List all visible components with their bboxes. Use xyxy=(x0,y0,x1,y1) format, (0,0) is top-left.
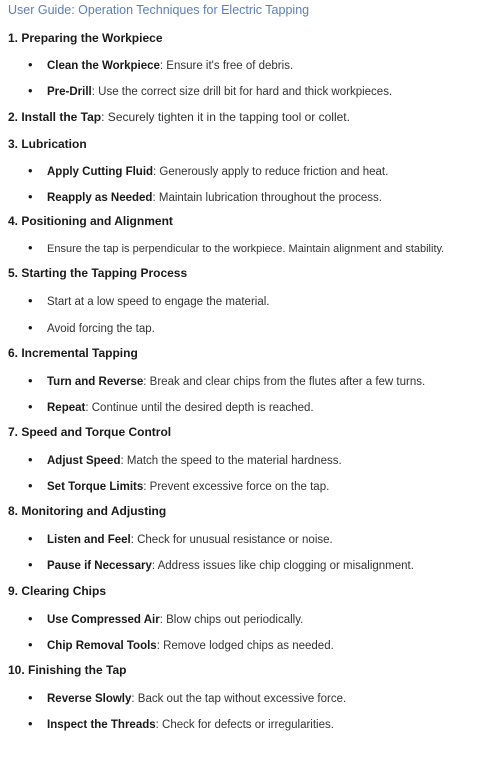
bullet-icon: • xyxy=(28,531,33,546)
list-item-term: Inspect the Threads xyxy=(47,719,156,731)
section-heading: 7. Speed and Torque Control xyxy=(8,425,172,439)
list-item xyxy=(28,163,388,178)
list-item-desc: : Back out the tap without excessive force. xyxy=(131,693,347,705)
bullet-icon: • xyxy=(28,637,33,652)
bullet-icon: • xyxy=(28,716,33,731)
list-item-term: Reapply as Needed xyxy=(47,192,153,204)
section-heading xyxy=(8,110,350,124)
list-item-desc: : Break and clear chips from the flutes after a few turns. xyxy=(143,376,426,388)
bullet-icon: • xyxy=(28,83,33,98)
bullet-icon: • xyxy=(28,557,33,572)
list-item xyxy=(28,240,444,255)
section-heading: 3. Lubrication xyxy=(8,137,87,151)
bullet-icon: • xyxy=(28,240,33,255)
list-item xyxy=(28,690,346,705)
document-title: User Guide: Operation Techniques for Electric Tapping xyxy=(8,3,310,17)
list-item xyxy=(28,531,333,546)
list-item-term: Turn and Reverse xyxy=(47,376,144,388)
list-item xyxy=(28,452,342,467)
bullet-icon: • xyxy=(28,57,33,72)
list-item-term: Pre-Drill xyxy=(47,86,92,98)
list-item xyxy=(28,373,425,388)
list-item-desc: Start at a low speed to engage the material. xyxy=(47,296,270,308)
section-heading: 4. Positioning and Alignment xyxy=(8,214,173,228)
bullet-icon: • xyxy=(28,478,33,493)
list-item-desc: : Match the speed to the material hardness. xyxy=(120,455,342,467)
list-item-desc: : Blow chips out periodically. xyxy=(159,614,304,626)
bullet-icon: • xyxy=(28,320,33,335)
list-item xyxy=(28,557,414,572)
list-item xyxy=(28,611,303,626)
list-item xyxy=(28,57,293,72)
list-item xyxy=(28,478,329,493)
bullet-icon: • xyxy=(28,189,33,204)
list-item-desc: : Ensure it's free of debris. xyxy=(159,60,294,72)
bullet-icon: • xyxy=(28,452,33,467)
list-item-desc: : Check for unusual resistance or noise. xyxy=(130,534,333,546)
list-item-desc: : Use the correct size drill bit for hard and thick workpieces. xyxy=(91,86,393,98)
list-item-desc: : Check for defects or irregularities. xyxy=(155,719,334,731)
section-heading: 10. Finishing the Tap xyxy=(8,663,127,677)
bullet-icon: • xyxy=(28,611,33,626)
list-item xyxy=(28,399,314,414)
list-item-term: Chip Removal Tools xyxy=(47,640,157,652)
bullet-icon: • xyxy=(28,690,33,705)
list-item-desc: Avoid forcing the tap. xyxy=(47,323,155,335)
list-item-term: Use Compressed Air xyxy=(47,614,160,626)
list-item-desc: : Prevent excessive force on the tap. xyxy=(143,481,330,493)
list-item xyxy=(28,83,392,98)
list-item-desc: : Continue until the desired depth is reached. xyxy=(85,402,314,414)
bullet-icon: • xyxy=(28,163,33,178)
bullet-icon: • xyxy=(28,399,33,414)
bullet-icon: • xyxy=(28,373,33,388)
section-heading: 1. Preparing the Workpiece xyxy=(8,31,163,45)
list-item-term: Apply Cutting Fluid xyxy=(47,166,154,178)
list-item-term: Adjust Speed xyxy=(47,455,121,467)
list-item-term: Pause if Necessary xyxy=(47,560,152,572)
section-heading: 5. Starting the Tapping Process xyxy=(8,266,188,280)
list-item xyxy=(28,189,382,204)
section-heading-desc: : Securely tighten it in the tapping tool or collet. xyxy=(101,110,350,124)
bullet-icon: • xyxy=(28,293,33,308)
list-item-desc: : Address issues like chip clogging or misalignment. xyxy=(151,560,414,572)
section-heading: 6. Incremental Tapping xyxy=(8,346,138,360)
list-item xyxy=(28,637,334,652)
list-item xyxy=(28,293,269,308)
list-item-desc: : Maintain lubrication throughout the process. xyxy=(152,192,382,204)
list-item-term: Reverse Slowly xyxy=(47,693,132,705)
list-item-term: Listen and Feel xyxy=(47,534,131,546)
list-item-desc: Ensure the tap is perpendicular to the workpiece. Maintain alignment and stability. xyxy=(47,243,445,255)
section-heading: 8. Monitoring and Adjusting xyxy=(8,504,167,518)
list-item xyxy=(28,716,334,731)
list-item-term: Set Torque Limits xyxy=(47,481,144,493)
list-item-term: Clean the Workpiece xyxy=(47,60,160,72)
list-item-desc: : Remove lodged chips as needed. xyxy=(156,640,334,652)
list-item-desc: : Generously apply to reduce friction and heat. xyxy=(153,166,389,178)
list-item-term: Repeat xyxy=(47,402,86,414)
section-heading: 9. Clearing Chips xyxy=(8,584,107,598)
list-item xyxy=(28,320,155,335)
section-heading-term: 2. Install the Tap xyxy=(8,110,102,124)
